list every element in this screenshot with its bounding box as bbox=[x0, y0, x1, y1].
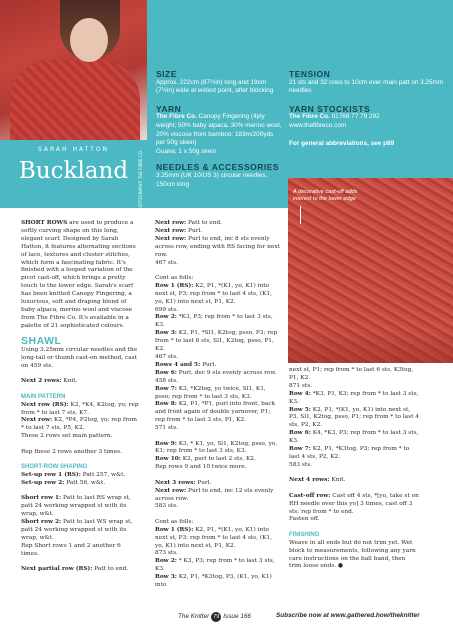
scarf-image bbox=[10, 60, 140, 140]
photo-caption: A decorative cast-off adds interest to the lower edge bbox=[293, 189, 358, 202]
short-row-2: Short row 2: Patt to last WS wrap st, patt 24 working wrapped st with its wrap, w&t. bbox=[21, 519, 133, 541]
c2-c10: Rep rows 9 and 10 twice more. bbox=[155, 464, 247, 471]
c3-f1: next st, P1; rep from * to last 6 sts, K3tog, P1, K2. bbox=[289, 367, 414, 381]
main-pattern-heading: MAIN PATTERN bbox=[21, 393, 66, 400]
page-title: Buckland bbox=[18, 158, 129, 184]
abbreviations-note: For general abbreviations, see p89 bbox=[289, 139, 395, 147]
tension-text: 21 sts and 32 rows to 10cm over main patt on 3.25mm needles bbox=[289, 78, 444, 95]
stockists-heading: YARN STOCKISTS bbox=[289, 103, 371, 114]
c2-c7b: 571 sts. bbox=[155, 425, 179, 432]
footer-left: The Knitter 79 Issue 166 bbox=[178, 613, 251, 620]
mp-note: These 2 rows set main pattern. bbox=[21, 433, 113, 440]
info-left bbox=[156, 70, 282, 189]
c2-c3: Row 3: K2, P1, *Sl1, K2tog, psso, P3; rep from * to last 6 sts, Sl1, K2tog, psso, P1, K2. bbox=[155, 330, 278, 353]
c2-c7: Row 8: K2, P1, *P1, purl into front, back and front again of double yarnover, P1; rep from * to last 3 sts, P1, K2. bbox=[155, 401, 276, 424]
needles-heading: NEEDLES & ACCESSORIES bbox=[156, 162, 280, 173]
finishing-text: Weave in all ends but do not trim yet. Wet block to measurements, following any yarn care instructions on the ball band, then trim loose ends. ● bbox=[289, 539, 416, 570]
size-heading: SIZE bbox=[156, 69, 177, 79]
c2-e3: Row 3: K2, P1, *K3tog, P3, (K1, yo, K1) into bbox=[155, 574, 272, 589]
mp-row-2: Next row: K2, *P4, P2tog, yo; rep from * to last 7 sts, P5, K2. bbox=[21, 417, 137, 432]
scarf-fold-shade bbox=[288, 330, 453, 363]
yarn-heading: YARN bbox=[156, 103, 182, 114]
c2-a3: Next row: Purl to end, inc 8 sts evenly across row, ending with RS facing for next row. bbox=[155, 235, 280, 258]
c3-f1b: 871 sts. bbox=[289, 382, 313, 389]
info-right bbox=[289, 70, 444, 148]
needles-text: 3.25mm (UK 10/US 3) circular needles, 150cm long bbox=[156, 171, 268, 188]
c2-e1: Row 1 (RS): K2, P1, *(K1, yo, K1) into next st, P3; rep from * to last 4 sts, (K1, yo, K1) into next st, P1, K2. bbox=[155, 526, 272, 549]
c2-e2: Row 2: * K3, P3; rep from * to last 3 sts, K3. bbox=[155, 558, 275, 573]
shawl-heading: SHAWL bbox=[21, 335, 62, 348]
c2-c0: Cont as folls: bbox=[155, 274, 194, 281]
photo-credit: PHOTOGRAPHY: THE FIBRE CO. bbox=[138, 150, 143, 212]
yarn-text: The Fibre Co. Canopy Fingering (4ply weight; 50% baby alpaca, 30% merino wool, 20% viscose from bamboo; 183m/200yds per 50g skein) bbox=[156, 113, 282, 147]
c3-f5: Row 7: K2, P1, *K3tog, P3; rep from * to last 4 sts, P2, K2. bbox=[289, 446, 410, 460]
short-row-1: Short row 1: Patt to last RS wrap st, patt 24 working wrapped st with its wrap, w&t. bbox=[21, 495, 131, 518]
page-number: 79 bbox=[213, 614, 220, 620]
c3-f5b: 583 sts. bbox=[289, 461, 313, 468]
model-face bbox=[70, 18, 108, 62]
yarn-colour: Guava; 1 x 50g skein bbox=[156, 147, 217, 155]
subscribe-link[interactable]: Subscribe now at www.gathered.how/theknitter bbox=[276, 612, 420, 619]
c3-g3: Fasten off. bbox=[289, 516, 320, 523]
c2-e0: Cont as folls: bbox=[155, 518, 194, 525]
c3-f4: Row 6: K4, *K3, P3; rep from * to last 3 sts, K3. bbox=[289, 430, 419, 445]
column-2 bbox=[155, 220, 281, 590]
size-text: Approx. 222cm (87½in) long and 19cm (7½in) wide at widest point, after blocking bbox=[156, 78, 274, 95]
c2-c2: Row 2: *K3, P3; rep from * to last 3 sts, K3. bbox=[155, 314, 273, 329]
column-3 bbox=[289, 367, 419, 579]
c2-a4: 467 sts. bbox=[155, 259, 179, 266]
c2-c5b: 458 sts. bbox=[155, 377, 179, 384]
c2-c3b: 467 sts. bbox=[155, 354, 179, 360]
c2-c4: Rows 4 and 5: Purl. bbox=[155, 361, 217, 368]
c2-c1: Row 1 (RS): K2, P1, *(K1, yo, K1) into next st, P3; rep from * to last 4 sts, (K1, yo, K1) into next st, P1, K2. bbox=[155, 282, 272, 305]
c3-f2: Row 4: *K3, P1, K3; rep from * to last 3 sts, K3. bbox=[289, 390, 419, 405]
c2-a2: Next row: Purl. bbox=[155, 227, 203, 234]
c2-d2: Next row: Purl to end, inc 12 sts evenly across row. bbox=[155, 487, 274, 502]
c2-c5: Row 6: Purl, dec 9 sts evenly across row. bbox=[155, 369, 277, 376]
c2-c8: Row 9: K3, * K1, yo, Sl1, K2tog, psso, yo, K1; rep from * to last 3 sts, K3. bbox=[155, 440, 278, 455]
c2-c9: Row 10: K2, purl to last 2 sts, K2. bbox=[155, 456, 256, 463]
cast-on: Using 3.25mm circular needles and the long-tail or thumb cast-on method, cast on 459 sts. bbox=[21, 347, 138, 369]
setup-row-1: Set-up row 1 (RS): Patt 257, w&t. bbox=[21, 471, 126, 478]
column-1 bbox=[21, 220, 139, 581]
c2-c1b: 699 sts. bbox=[155, 306, 179, 313]
model-photo bbox=[0, 0, 147, 140]
stockists-url: www.thefibreco.com bbox=[289, 121, 347, 129]
finishing-heading: FINISHING bbox=[289, 531, 320, 538]
caption-pointer bbox=[300, 206, 301, 224]
end-mark-icon: ● bbox=[337, 563, 343, 570]
next-2-rows: Next 2 rows: Knit. bbox=[21, 378, 78, 385]
short-row-heading: SHORT-ROW SHAPING bbox=[21, 464, 88, 471]
short-row-repeat: Rep Short rows 1 and 2 another 6 times. bbox=[21, 542, 121, 557]
intro-paragraph: SHORT ROWS are used to produce a softly curving shape on this long, elegant scarf. Designed by Sarah Hatton, it features alternating sections of lace, textures and cluster stitches, which form a fascinating fabric. It's finished with a looped variation of the picot cast-off, which brings a pretty touch to the lower edge. Sarah's scarf has been knitted Canopy Fingering, a luxurious, soft and draping blend of baby alpaca, merino wool and viscose from The Fibre Co. It's available in a palette of 21 sophisticated colours. bbox=[21, 220, 136, 329]
c2-e1b: 873 sts. bbox=[155, 550, 179, 557]
stockists-text: The Fibre Co. 01768 77 79 292 bbox=[289, 113, 380, 121]
tension-heading: TENSION bbox=[289, 69, 331, 79]
c2-c6: Row 7: K3, *K2tog, yo twice, Sl1, K1, psso; rep from * to last 3 sts, K3. bbox=[155, 385, 266, 400]
mp-repeat: Rep these 2 rows another 3 times. bbox=[21, 448, 122, 455]
c3-f3: Row 5: K2, P1, *(K1, yo, K1) into next st, P3, Sl1, K2tog, psso, P1; rep from * to last 4 sts, P2, K2. bbox=[289, 406, 419, 429]
c2-d2b: 583 sts. bbox=[155, 503, 179, 510]
setup-row-2: Set-up row 2: Patt 56, w&t. bbox=[21, 479, 106, 486]
mp-row-1: Next row (RS): K2, *K4, K2tog, yo; rep from * to last 7 sts, K7. bbox=[21, 401, 139, 416]
designer-label: SARAH HATTON bbox=[37, 146, 110, 153]
c3-g2: Cast-off row: Cast off 4 sts, *[yo, take st on RH needle over this yo] 3 times, cast off 3 sts; rep from * to end. bbox=[289, 492, 419, 515]
c2-d1: Next 3 rows: Purl. bbox=[155, 479, 212, 486]
c3-g1: Next 4 rows: Knit. bbox=[289, 477, 346, 484]
next-partial-row: Next partial row (RS): Patt to end. bbox=[21, 566, 129, 573]
c2-a1: Next row: Patt to end. bbox=[155, 220, 223, 226]
